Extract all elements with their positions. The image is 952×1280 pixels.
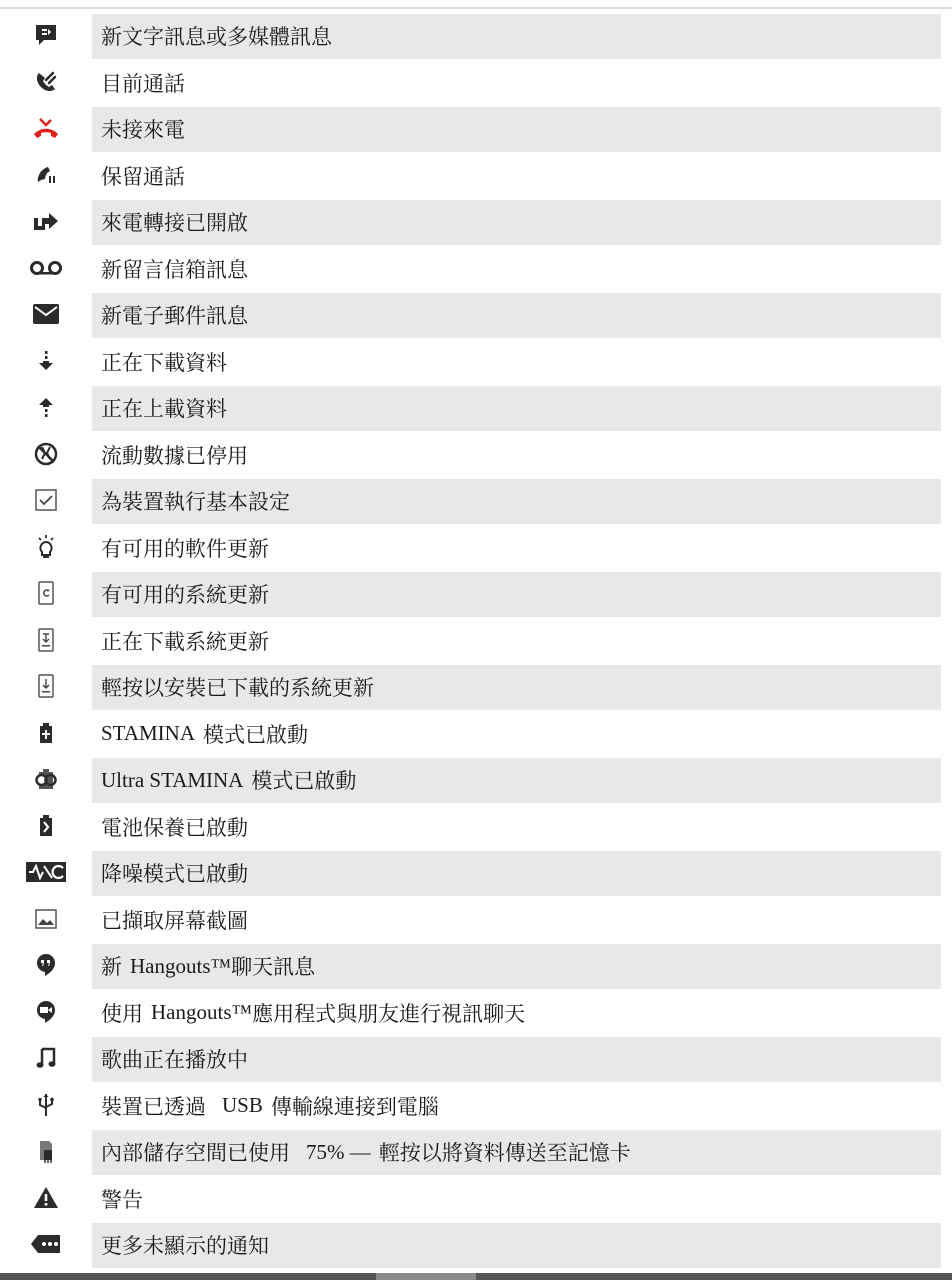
list-item [0,384,952,431]
ultra-stamina-icon [20,756,72,803]
call-forwarding-icon [20,198,72,245]
list-item-label: STAMINA 模式已啟動 [101,721,308,747]
list-item-label: 警告 [101,1187,143,1212]
list-item-label: 保留通話 [101,164,185,189]
list-item-label: 流動數據已停用 [101,443,248,468]
list-item [0,1035,952,1082]
list-item-label: 有可用的系統更新 [92,572,941,617]
list-item [0,710,952,757]
list-item-label: 內部儲存空間已使用 75% — 輕按以將資料傳送至記憶卡 [92,1130,941,1175]
list-item [0,989,952,1036]
list-item [0,198,952,245]
list-item [0,477,952,524]
upload-icon [20,384,72,431]
hangouts-chat-icon [20,942,72,989]
list-item [0,1221,952,1268]
list-item-label: 有可用的軟件更新 [101,536,269,561]
list-item [0,756,952,803]
list-item [0,1082,952,1129]
list-item [0,803,952,850]
usb-icon [20,1082,72,1129]
list-item-label: 正在上載資料 [92,386,941,431]
missed-call-icon [20,105,72,152]
storage-icon [20,1128,72,1175]
list-item-label: 更多未顯示的通知 [92,1223,941,1268]
list-item [0,59,952,106]
list-item [0,105,952,152]
list-item-label: 正在下載系統更新 [101,629,269,654]
list-item [0,152,952,199]
list-item-label: 新 Hangouts™ 聊天訊息 [92,944,941,989]
list-item-label: 來電轉接已開啟 [92,200,941,245]
list-item [0,291,952,338]
top-divider [0,7,952,9]
list-item [0,849,952,896]
hangouts-video-icon [20,989,72,1036]
email-icon [20,291,72,338]
download-icon [20,338,72,385]
list-item-label: 輕按以安裝已下載的系統更新 [92,665,941,710]
list-item [0,524,952,571]
list-item-label: 降噪模式已啟動 [92,851,941,896]
stamina-icon [20,710,72,757]
list-item [0,896,952,943]
list-item [0,617,952,664]
software-update-icon [20,524,72,571]
screenshot-icon [20,896,72,943]
list-item-label: 新電子郵件訊息 [92,293,941,338]
list-item-label: 電池保養已啟動 [101,815,248,840]
list-item [0,431,952,478]
list-item-label: 未接來電 [92,107,941,152]
list-item-label: Ultra STAMINA 模式已啟動 [92,758,941,803]
list-item-label: 裝置已透過 USB 傳輸線連接到電腦 [101,1093,439,1119]
list-item-label: 使用 Hangouts™ 應用程式與朋友進行視訊聊天 [101,1000,526,1026]
list-item [0,245,952,292]
notification-icon-list [0,12,952,1268]
list-item-label: 歌曲正在播放中 [92,1037,941,1082]
list-item [0,1175,952,1222]
call-on-hold-icon [20,152,72,199]
install-update-icon [20,663,72,710]
list-item [0,942,952,989]
list-item [0,570,952,617]
music-note-icon [20,1035,72,1082]
list-item-label: 新文字訊息或多媒體訊息 [92,14,941,59]
list-item-label: 正在下載資料 [101,350,227,375]
list-item [0,663,952,710]
system-update-icon [20,570,72,617]
list-item-label: 新留言信箱訊息 [101,257,248,282]
setup-check-icon [20,477,72,524]
list-item-label: 為裝置執行基本設定 [92,479,941,524]
list-item-label: 目前通話 [101,71,185,96]
battery-care-icon [20,803,72,850]
list-item [0,1128,952,1175]
noise-cancel-icon [20,849,72,896]
warning-icon [20,1175,72,1222]
sms-mms-icon [20,12,72,59]
ongoing-call-icon [20,59,72,106]
mobile-data-disabled-icon [20,431,72,478]
list-item [0,338,952,385]
downloading-system-update-icon [20,617,72,664]
list-item [0,12,952,59]
horizontal-scrollbar[interactable] [0,1273,952,1280]
scrollbar-thumb[interactable] [376,1273,476,1280]
voicemail-icon [20,245,72,292]
list-item-label: 已擷取屏幕截圖 [101,908,248,933]
more-notifications-icon [20,1221,72,1268]
